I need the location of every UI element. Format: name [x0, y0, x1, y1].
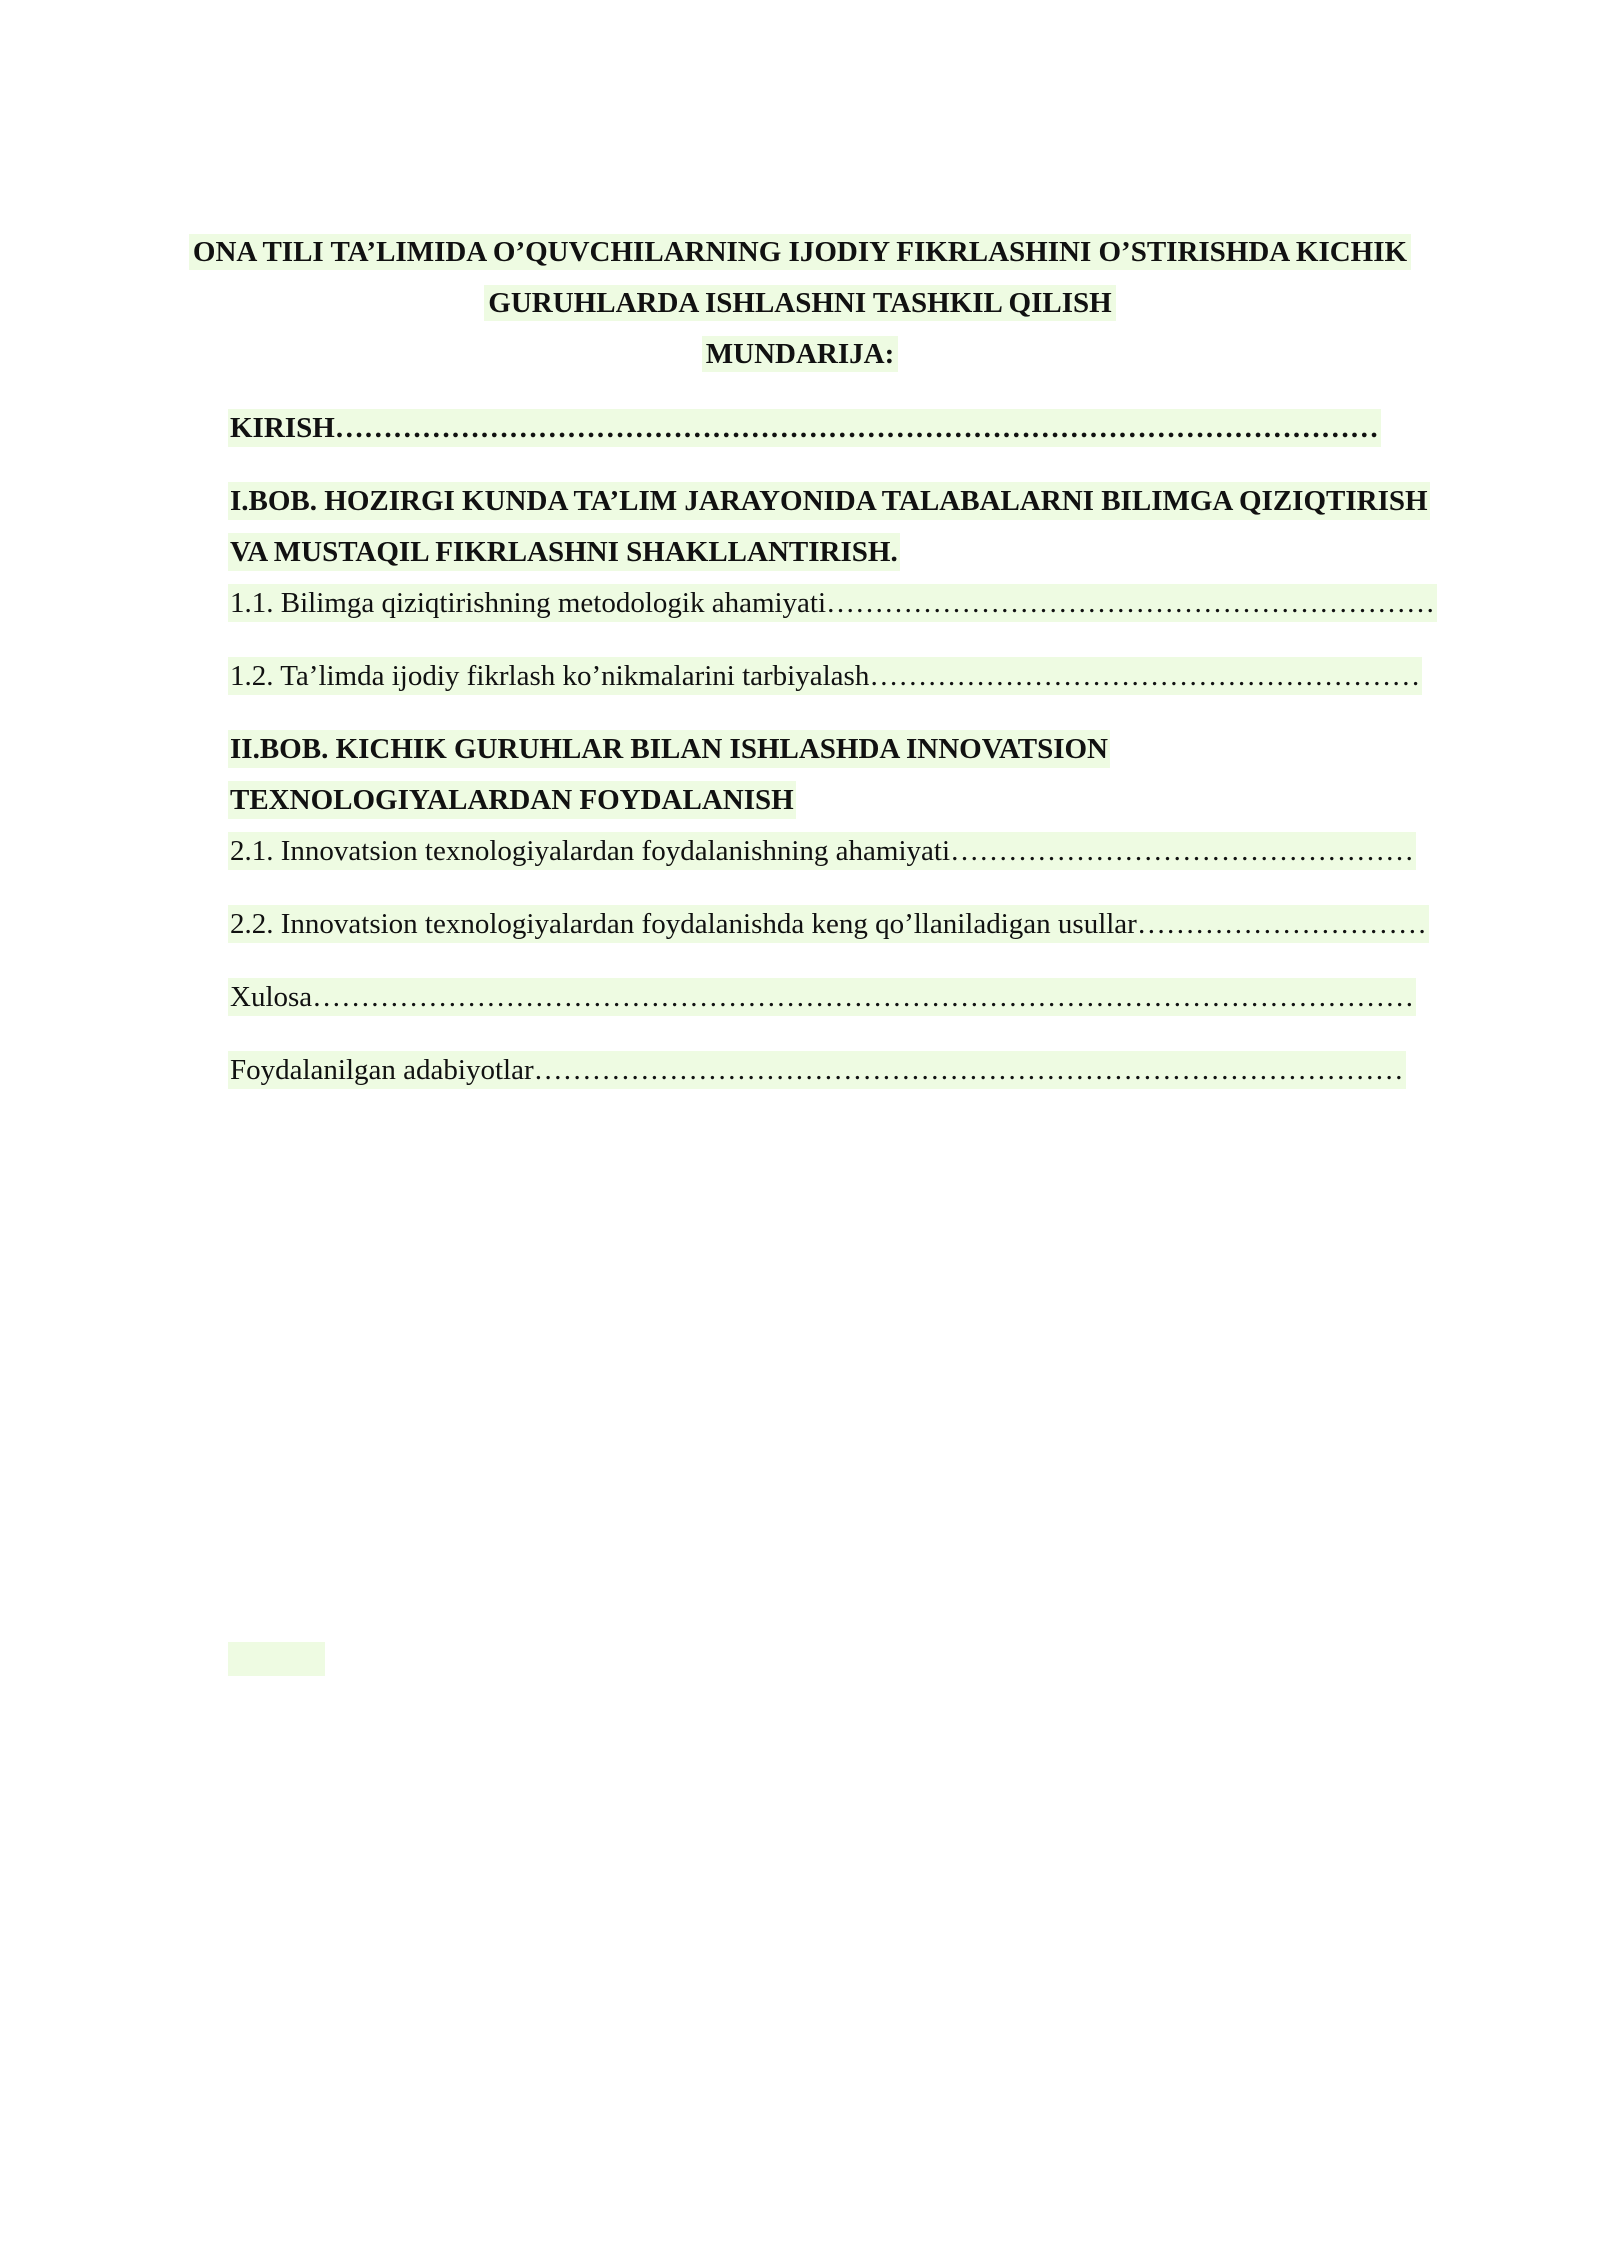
document-title-text-2: GURUHLARDA ISHLASHNI TASHKIL QILISH: [484, 285, 1115, 321]
toc-chapter-2-line-1: [228, 729, 1110, 769]
toc-chapter-2-text-1: II.BOB. KICHIK GURUHLAR BILAN ISHLASHDA INNOVATSION: [228, 730, 1110, 768]
toc-entry-references: [228, 1050, 1406, 1090]
document-title-text-1: ONA TILI TA’LIMIDA O’QUVCHILARNING IJODIY FIKRLASHINI O’STIRISHDA KICHIK: [189, 234, 1411, 270]
toc-section-2-1-text: 2.1. Innovatsion texnologiyalardan foydalanishning ahamiyati…………………………………………: [228, 832, 1416, 870]
toc-entry-kirish-text: KIRISH………………………………………………………………………………………………: [228, 409, 1381, 447]
toc-chapter-2-text-2: TEXNOLOGIYALARDAN FOYDALANISH: [228, 781, 796, 819]
toc-entry-kirish: [228, 408, 1381, 448]
document-title-line-1: [0, 232, 1600, 272]
toc-entry-conclusion-text: Xulosa……………………………………………………………………………………………………: [228, 978, 1416, 1016]
empty-highlighted-paragraph: [228, 1642, 325, 1676]
toc-section-2-1: [228, 831, 1416, 871]
toc-section-1-2: [228, 656, 1422, 696]
toc-chapter-1-text-1: I.BOB. HOZIRGI KUNDA TA’LIM JARAYONIDA TALABALARNI BILIMGA QIZIQTIRISH: [228, 482, 1430, 520]
toc-chapter-1-text-2: VA MUSTAQIL FIKRLASHNI SHAKLLANTIRISH.: [228, 533, 900, 571]
toc-heading: [0, 334, 1600, 374]
toc-chapter-2-line-2: [228, 780, 796, 820]
toc-section-2-2: [228, 904, 1429, 944]
toc-chapter-1-line-1: [228, 481, 1430, 521]
toc-section-1-1-text: 1.1. Bilimga qiziqtirishning metodologik ahamiyati………………………………………………………: [228, 584, 1437, 622]
toc-entry-conclusion: [228, 977, 1416, 1017]
toc-section-1-1: [228, 583, 1437, 623]
toc-section-1-2-text: 1.2. Ta’limda ijodiy fikrlash ko’nikmalarini tarbiyalash…………………………………………………: [228, 657, 1422, 695]
toc-entry-references-text: Foydalanilgan adabiyotlar………………………………………………………………………………: [228, 1051, 1406, 1089]
document-title-line-2: [0, 283, 1600, 323]
toc-heading-text: MUNDARIJA:: [702, 336, 898, 372]
toc-section-2-2-text: 2.2. Innovatsion texnologiyalardan foydalanishda keng qo’llaniladigan usullar…………………………: [228, 905, 1429, 943]
toc-chapter-1-line-2: [228, 532, 900, 572]
